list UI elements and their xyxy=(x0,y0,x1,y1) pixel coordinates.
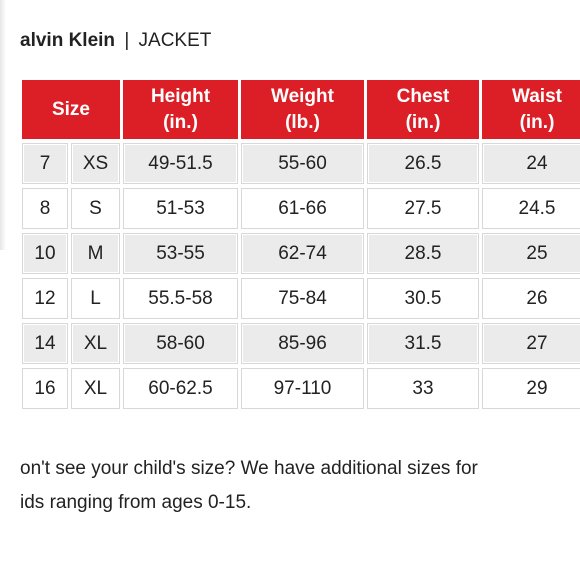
header-waist: Waist (in.) xyxy=(482,80,580,139)
table-cell-letter: XL xyxy=(71,368,120,409)
table-cell-waist: 24 xyxy=(482,143,580,184)
table-cell-waist: 25 xyxy=(482,233,580,274)
note-line-2: ids ranging from ages 0-15. xyxy=(20,492,252,513)
table-cell-height: 60-62.5 xyxy=(123,368,238,409)
table-cell-letter: L xyxy=(71,278,120,319)
table-cell-waist: 27 xyxy=(482,323,580,364)
table-cell-letter: S xyxy=(71,188,120,229)
table-cell-height: 55.5-58 xyxy=(123,278,238,319)
table-cell-chest: 26.5 xyxy=(367,143,479,184)
brand-name: alvin Klein xyxy=(20,30,116,51)
table-cell-letter: M xyxy=(71,233,120,274)
table-cell-chest: 28.5 xyxy=(367,233,479,274)
table-cell-num: 14 xyxy=(22,323,68,364)
table-cell-waist: 24.5 xyxy=(482,188,580,229)
table-cell-chest: 31.5 xyxy=(367,323,479,364)
table-cell-weight: 61-66 xyxy=(241,188,364,229)
table-cell-chest: 30.5 xyxy=(367,278,479,319)
header-weight: Weight (lb.) xyxy=(241,80,364,139)
additional-sizes-note xyxy=(20,452,560,520)
table-cell-height: 49-51.5 xyxy=(123,143,238,184)
table-cell-weight: 85-96 xyxy=(241,323,364,364)
size-chart-table xyxy=(22,80,580,409)
table-cell-num: 12 xyxy=(22,278,68,319)
header-height: Height (in.) xyxy=(123,80,238,139)
side-panel-shadow xyxy=(0,0,6,250)
table-cell-waist: 29 xyxy=(482,368,580,409)
table-cell-height: 53-55 xyxy=(123,233,238,274)
table-cell-num: 16 xyxy=(22,368,68,409)
table-cell-letter: XS xyxy=(71,143,120,184)
table-cell-num: 7 xyxy=(22,143,68,184)
table-cell-height: 51-53 xyxy=(123,188,238,229)
table-cell-letter: XL xyxy=(71,323,120,364)
chart-title xyxy=(20,30,211,52)
note-line-1: on't see your child's size? We have additional sizes for xyxy=(20,458,478,479)
table-cell-weight: 62-74 xyxy=(241,233,364,274)
table-cell-num: 8 xyxy=(22,188,68,229)
table-cell-chest: 27.5 xyxy=(367,188,479,229)
product-type: JACKET xyxy=(138,30,212,51)
header-size: Size xyxy=(22,80,120,139)
table-cell-weight: 97-110 xyxy=(241,368,364,409)
table-cell-waist: 26 xyxy=(482,278,580,319)
table-cell-num: 10 xyxy=(22,233,68,274)
table-cell-weight: 75-84 xyxy=(241,278,364,319)
title-separator: | xyxy=(124,30,130,51)
header-chest: Chest (in.) xyxy=(367,80,479,139)
table-cell-weight: 55-60 xyxy=(241,143,364,184)
table-cell-height: 58-60 xyxy=(123,323,238,364)
table-cell-chest: 33 xyxy=(367,368,479,409)
